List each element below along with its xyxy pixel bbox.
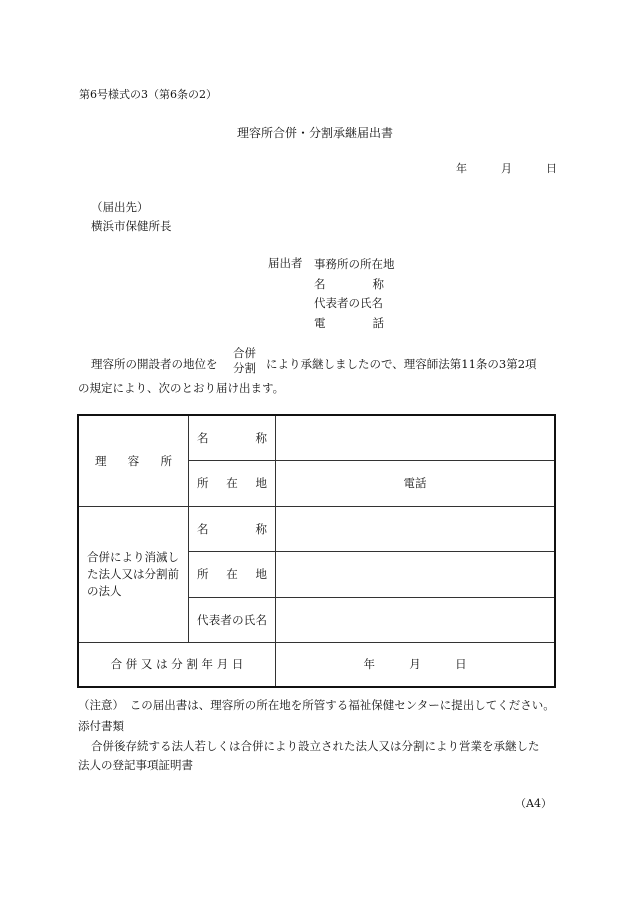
succession-date-month: 月	[409, 657, 421, 672]
shop-address-label-cell: 所 在 地	[189, 460, 276, 506]
succession-date-label-cell: 合 併 又 は 分 割 年 月 日	[78, 642, 276, 687]
body-text-start: 理容所の開設者の地位を	[91, 357, 218, 371]
caution-note: （注意） この届出書は、理容所の所在地を所管する福祉保健センターに提出してください。	[78, 698, 555, 712]
notifier-phone-field: 電 話	[314, 315, 384, 330]
shop-address-input-cell[interactable]	[276, 460, 556, 506]
corporation-label-cell: 合併により消滅した法人又は分割前の法人	[78, 506, 189, 642]
corp-name-label-cell: 名 称	[189, 506, 276, 551]
details-table	[77, 414, 556, 688]
corp-name-input-cell[interactable]	[276, 506, 556, 551]
corp-address-input-cell[interactable]	[276, 551, 556, 597]
attachments-line2: 法人の登記事項証明書	[78, 758, 193, 772]
date-month-label: 月	[501, 162, 512, 175]
attachments-line1: 合併後存続する法人若しくは合併により設立された法人又は分割により営業を承継した	[91, 739, 540, 753]
phone-label: 電話	[403, 476, 427, 490]
date-year-label: 年	[456, 162, 467, 175]
shop-name-label-cell: 名 称	[189, 415, 276, 460]
body-text-end: により承継しましたので、理容師法第11条の3第2項	[266, 357, 537, 371]
form-number: 第6号様式の3（第6条の2）	[79, 88, 217, 101]
date-day-label: 日	[546, 162, 557, 175]
succession-date-year: 年	[363, 657, 375, 672]
corp-address-label-cell: 所 在 地	[189, 551, 276, 597]
option-split: 分割	[233, 361, 256, 375]
succession-type-options	[233, 346, 256, 376]
submission-date	[456, 160, 557, 176]
attachments-label: 添付書類	[78, 719, 124, 733]
corp-representative-input-cell[interactable]	[276, 597, 556, 642]
succession-date-day: 日	[455, 657, 467, 672]
notifier-representative-field: 代表者の氏名	[314, 296, 383, 310]
barbershop-label-cell: 理 容 所	[78, 415, 189, 506]
body-text-line2: の規定により、次のとおり届け出ます。	[78, 381, 285, 395]
succession-date-input-cell[interactable]	[276, 642, 556, 687]
notifier-fields	[314, 255, 395, 333]
option-merger: 合併	[233, 346, 256, 360]
paper-size: （A4）	[515, 797, 552, 810]
corp-representative-label-cell: 代表者の氏名	[189, 597, 276, 642]
notifier-label: 届出者	[268, 256, 303, 270]
notifier-office-address-field: 事務所の所在地	[314, 257, 395, 271]
shop-name-input-cell[interactable]	[276, 415, 556, 460]
addressee-label: （届出先）	[91, 200, 149, 214]
document-title: 理容所合併・分割承継届出書	[236, 126, 393, 140]
notifier-name-field: 名 称	[314, 276, 384, 291]
addressee-name: 横浜市保健所長	[91, 219, 172, 233]
